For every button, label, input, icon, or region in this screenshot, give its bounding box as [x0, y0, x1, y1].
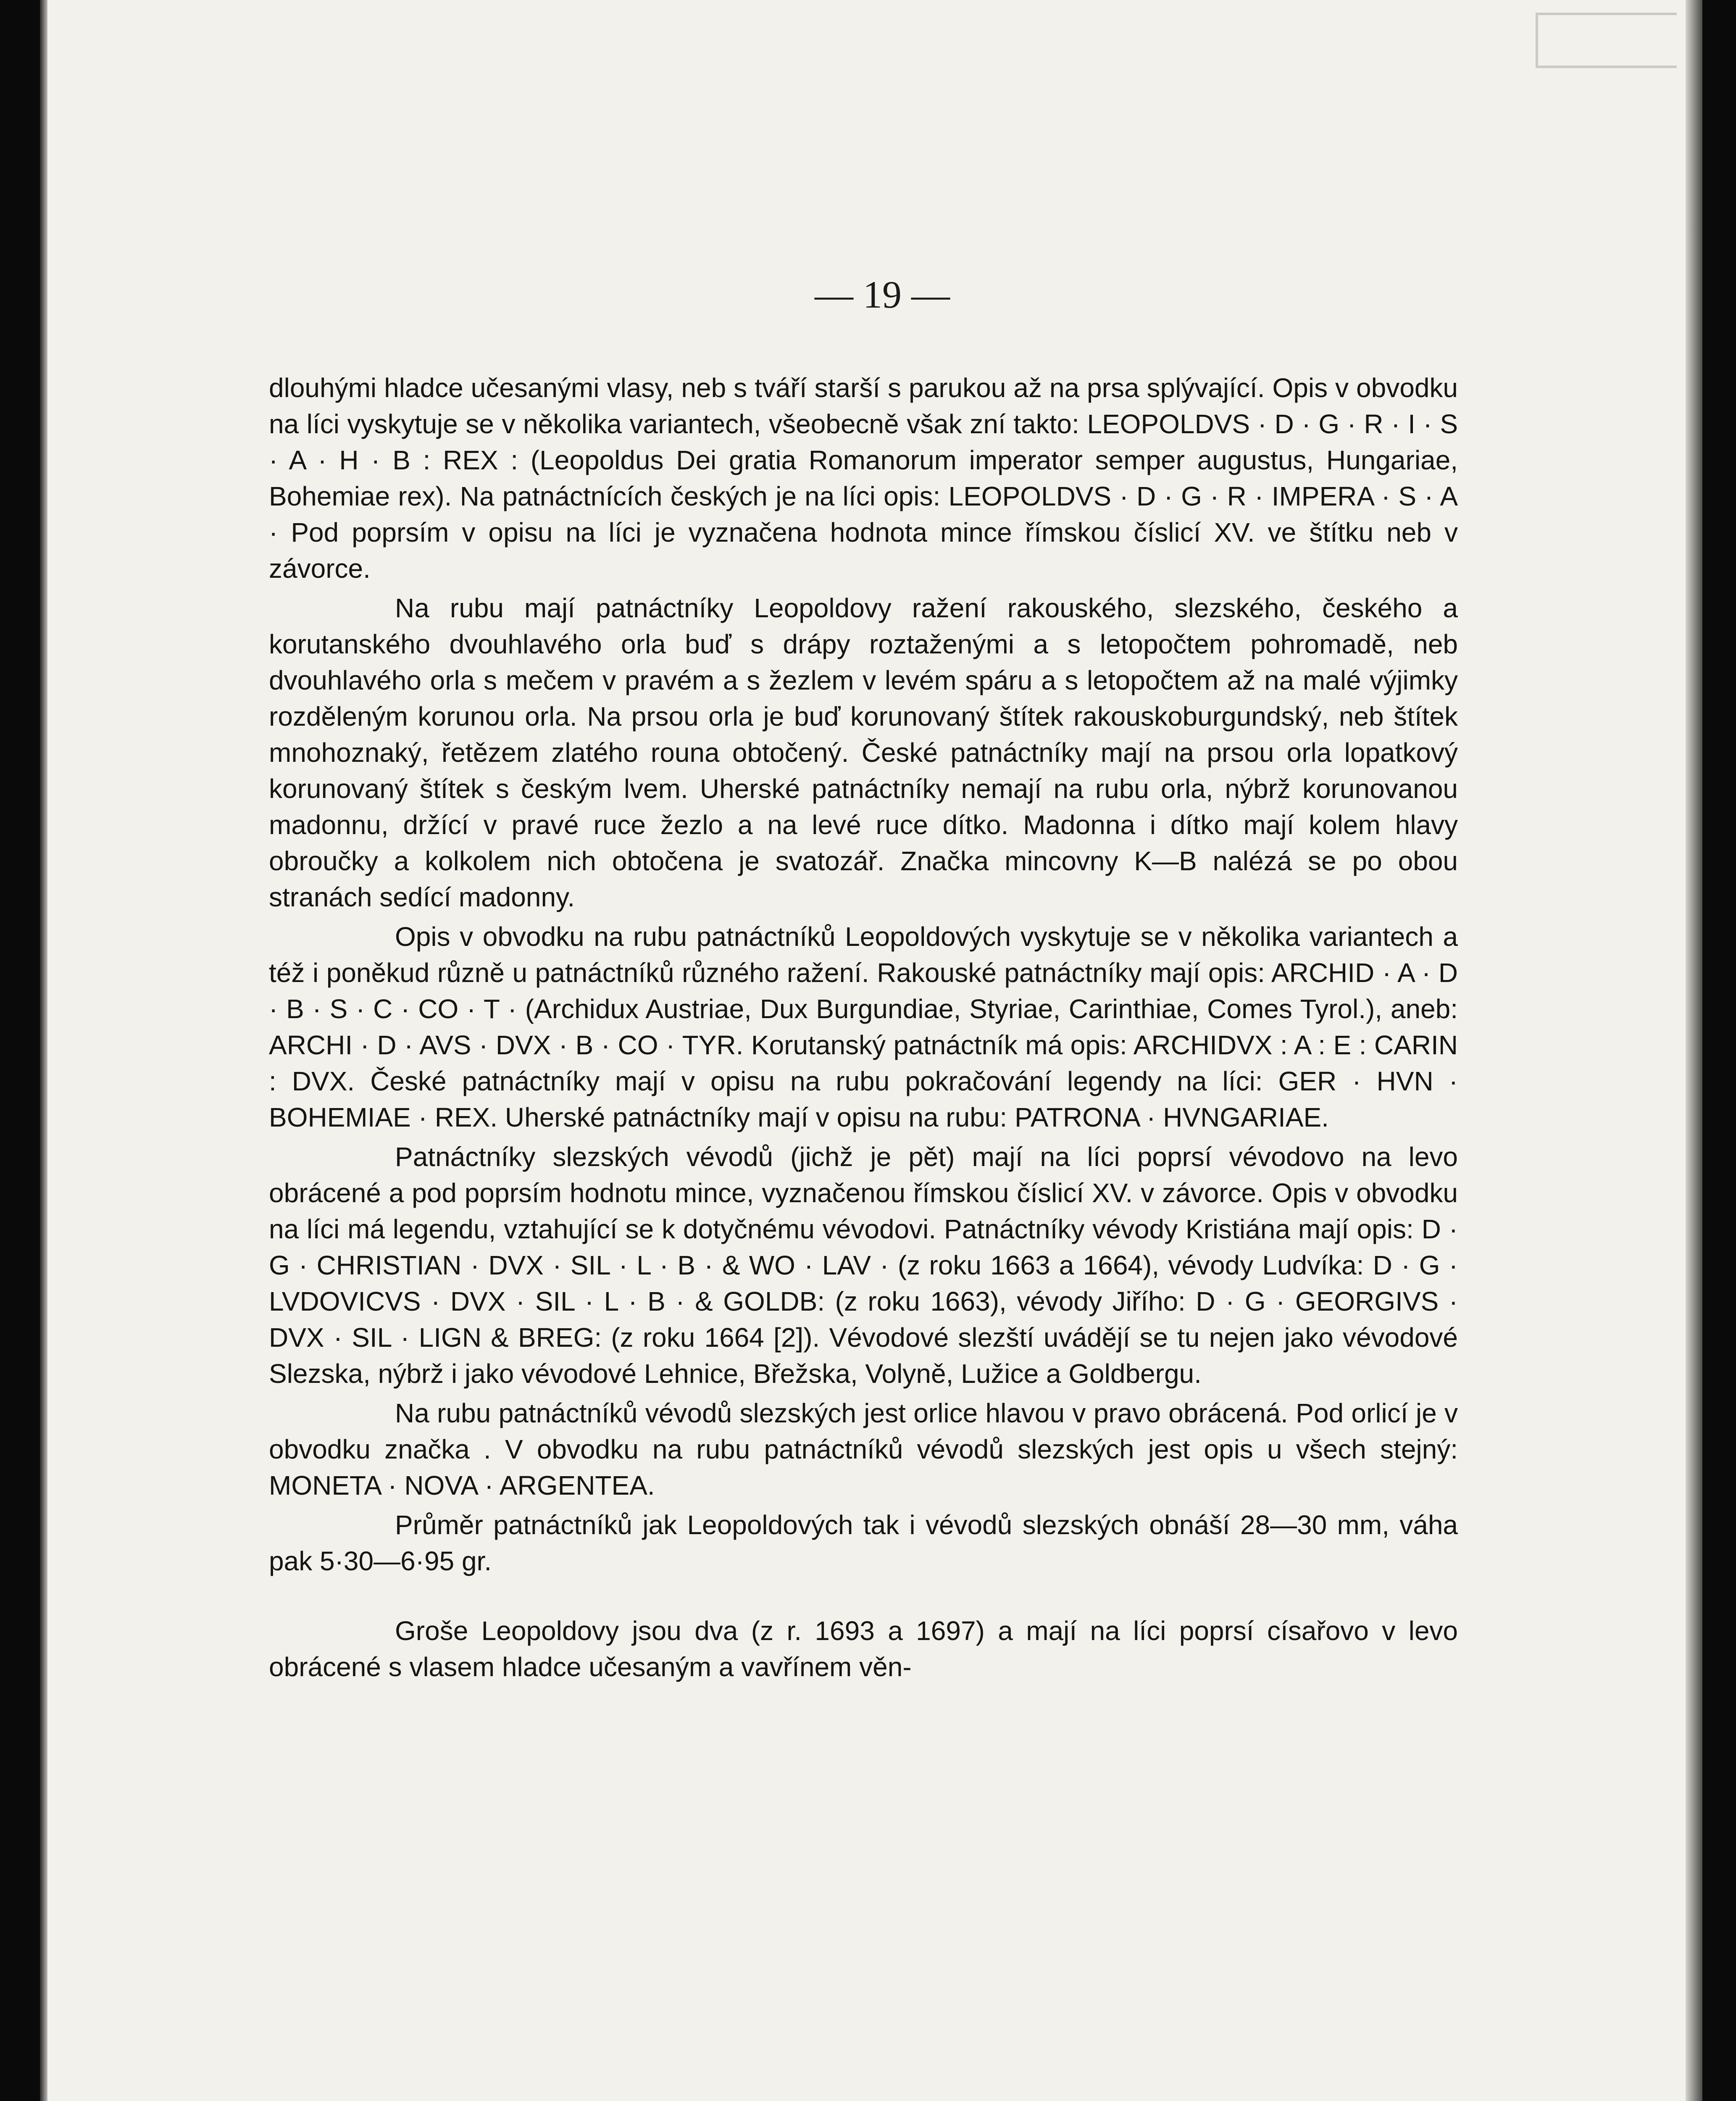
paragraph-1: dlouhými hladce učesanými vlasy, neb s tváří starší s parukou až na prsa splývající. Opis v obvodku na líci vyskytuje se v několika variantech, všeobecně však zní takto: LEOPOLDVS · D · G · R · I · S · A · H · B : REX : (Leopoldus Dei gratia Romanorum imperator semper augustus, Hungariae, Bohemiae rex). Na patnáctnících českých je na líci opis: LEOPOLDVS · D · G · R · IMPERA · S · A · Pod poprsím v opisu na líci je vyznačena hodnota mince římskou číslicí XV. ve štítku neb v závorce.	[269, 373, 1458, 584]
page-number: — 19 —	[815, 273, 950, 316]
scan-corner-mark	[1536, 13, 1677, 68]
paragraph-2: Na rubu mají patnáctníky Leopoldovy ražení rakouského, slezského, českého a korutanského dvouhlavého orla buď s drápy roztaženými a s letopočtem pohromadě, neb dvouhlavého orla s mečem v pravém a s žezlem v levém spáru a s letopočtem až na malé výjimky rozděleným korunou orla. Na prsou orla je buď korunovaný štítek rakouskoburgundský, neb štítek mnohoznaký, řetězem zlatého rouna obtočený. České patnáctníky mají na prsou orla lopatkový korunovaný štítek s českým lvem. Uherské patnáctníky nemají na rubu orla, nýbrž korunovanou madonnu, držící v pravé ruce žezlo a na levé ruce dítko. Madonna i dítko mají kolem hlavy obroučky a kolkolem nich obtočena je svatozář. Značka mincovny K—B nalézá se po obou stranách sedící madonny.	[269, 593, 1458, 912]
binding-shadow	[40, 0, 47, 2101]
page-edge-shadow	[1686, 0, 1702, 2101]
body-text	[269, 370, 1458, 1685]
paragraph-7: Groše Leopoldovy jsou dva (z r. 1693 a 1697) a mají na líci poprsí císařovo v levo obrácené s vlasem hladce učesaným a vavřínem věn-	[269, 1616, 1458, 1682]
paragraph-3: Opis v obvodku na rubu patnáctníků Leopoldových vyskytuje se v několika variantech a též i poněkud různě u patnáctníků různého ražení. Rakouské patnáctníky mají opis: ARCHID · A · D · B · S · C · CO · T · (Archidux Austriae, Dux Burgundiae, Styriae, Carinthiae, Comes Tyrol.), aneb: ARCHI · D · AVS · DVX · B · CO · TYR. Korutanský patnáctník má opis: ARCHIDVX : A : E : CARIN : DVX. České patnáctníky mají v opisu na rubu pokračování legendy na líci: GER · HVN · BOHEMIAE · REX. Uherské patnáctníky mají v opisu na rubu: PATRONA · HVNGARIAE.	[269, 921, 1458, 1132]
paragraph-6: Průměr patnáctníků jak Leopoldových tak i vévodů slezských obnáší 28—30 mm, váha pak 5·30—6·95 gr.	[269, 1510, 1458, 1576]
paragraph-4: Patnáctníky slezských vévodů (jichž je pět) mají na líci poprsí vévodovo na levo obrácené a pod poprsím hodnotu mince, vyznačenou římskou číslicí XV. v závorce. Opis v obvodku na líci má legendu, vztahující se k dotyčnému vévodovi. Patnáctníky vévody Kristiána mají opis: D · G · CHRISTIAN · DVX · SIL · L · B · & WO · LAV · (z roku 1663 a 1664), vévody Ludvíka: D · G · LVDOVICVS · DVX · SIL · L · B · & GOLDB: (z roku 1663), vévody Jiřího: D · G · GEORGIVS · DVX · SIL · LIGN & BREG: (z roku 1664 [2]). Vévodové slezští uvádějí se tu nejen jako vévodové Slezska, nýbrž i jako vévodové Lehnice, Břežska, Volyně, Lužice a Goldbergu.	[269, 1142, 1458, 1389]
paragraph-5: Na rubu patnáctníků vévodů slezských jest orlice hlavou v pravo obrácená. Pod orlicí je v obvodku značka . V obvodku na rubu patnáctníků vévodů slezských jest opis u všech stejný: MONETA · NOVA · ARGENTEA.	[269, 1398, 1458, 1501]
